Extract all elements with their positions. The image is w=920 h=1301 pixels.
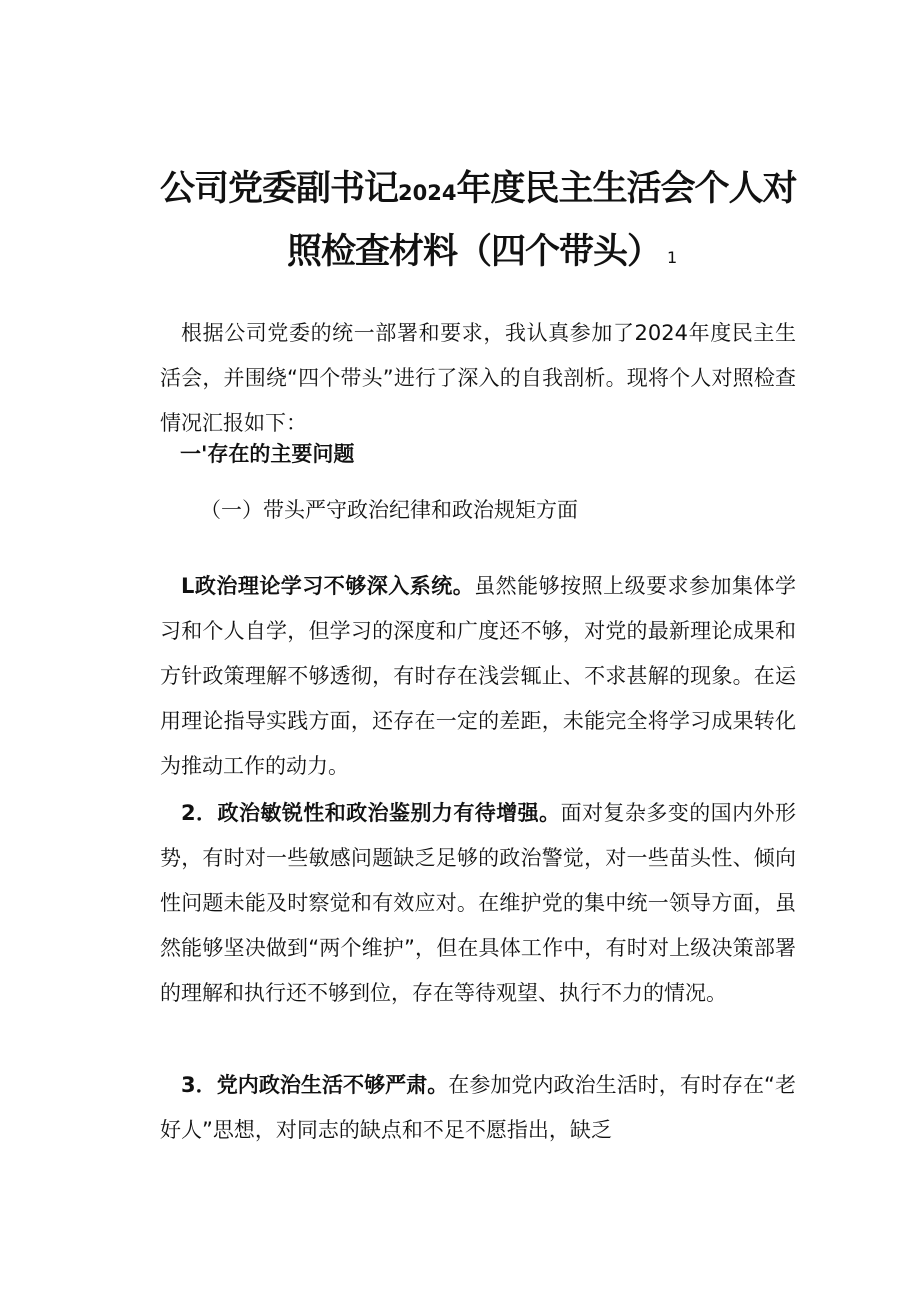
section-heading: 一'存在的主要问题 [180,442,355,466]
document-title-line2 [287,226,677,284]
problem-item-1-lead: L政治理论学习不够深入系统。 [181,574,475,598]
title-prefix: 公司党委副书记 [160,169,399,209]
problem-item-3-lead: 3．党内政治生活不够严肃。 [181,1073,449,1097]
problem-item-2-body: 面对复杂多变的国内外形势，有时对一些敏感问题缺乏足够的政治警觉，对一些苗头性、倾向性问题未能及时察觉和有效应对。在维护党的集中统一领导方面，虽然能够坚决做到“两个维护”，但在具体工作中，有时对上级决策部署的理解和执行还不够到位，存在等待观望、执行不力的情况。 [160,801,796,1005]
intro-paragraph: 根据公司党委的统一部署和要求，我认真参加了2024年度民主生活会，并围绕“四个带头”进行了深入的自我剖析。现将个人对照检查情况汇报如下： [160,321,796,435]
title-suffix: 年度民主生活会个人对 [456,169,797,209]
problem-item-1 [160,564,796,789]
problem-item-2 [160,791,796,1016]
title-line2-text: 照检查材料（四个带头） [287,232,662,272]
problem-item-3-body: 在参加党内政治生活时，有时存在“老好人”思想，对同志的缺点和不足不愿指出，缺乏 [160,1073,796,1142]
problem-item-2-lead: 2．政治敏锐性和政治鉴别力有待增强。 [181,801,561,825]
title-footnote-mark: 1 [667,248,678,267]
document-title-line1 [160,163,797,219]
problem-item-1-body: 虽然能够按照上级要求参加集体学习和个人自学，但学习的深度和广度还不够，对党的最新理论成果和方针政策理解不够透彻，有时存在浅尝辄止、不求甚解的现象。在运用理论指导实践方面，还存在一定的差距，未能完全将学习成果转化为推动工作的动力。 [160,574,796,778]
title-year: 2024 [398,181,457,205]
subsection-heading: （一）带头严守政治纪律和政治规矩方面 [200,498,578,522]
problem-item-3 [160,1063,796,1153]
